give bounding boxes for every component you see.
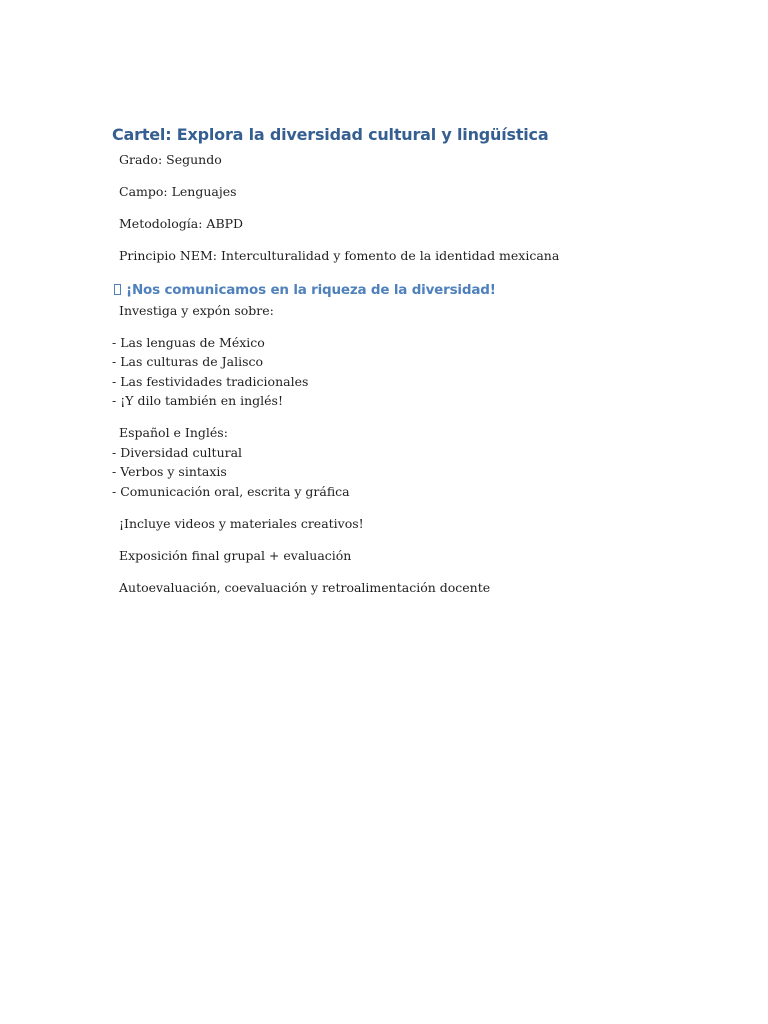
languages-heading: Español e Inglés: <box>119 425 228 440</box>
closing-exposition: Exposición final grupal + evaluación <box>119 547 352 563</box>
intro-text: Investiga y expón sobre: <box>119 302 274 318</box>
closing-materials: ¡Incluye videos y materiales creativos! <box>119 515 364 531</box>
list-item: - Las festividades tradicionales <box>112 373 309 389</box>
section-heading <box>112 279 712 301</box>
meta-metodologia: Metodología: ABPD <box>119 216 244 231</box>
missing-glyph-icon <box>114 284 121 295</box>
closing-evaluation: Autoevaluación, coevaluación y retroalimentación docente <box>119 579 491 595</box>
list-item: - Comunicación oral, escrita y gráfica <box>112 483 350 499</box>
topics-list <box>112 333 712 411</box>
meta-principio: Principio NEM: Interculturalidad y fomento de la identidad mexicana <box>119 248 560 263</box>
list-item: - Diversidad cultural <box>112 444 243 460</box>
document-title: Cartel: Explora la diversidad cultural y lingüística <box>112 125 549 144</box>
language-topics-list <box>112 443 712 502</box>
list-item: - ¡Y dilo también en inglés! <box>112 393 283 408</box>
list-item: - Verbos y sintaxis <box>112 464 227 479</box>
document-body <box>112 122 712 597</box>
list-item: - Las lenguas de México <box>112 334 265 350</box>
meta-grado: Grado: Segundo <box>119 152 222 167</box>
list-item: - Las culturas de Jalisco <box>112 354 264 369</box>
meta-campo: Campo: Lenguajes <box>119 184 237 199</box>
section-heading-text: ¡Nos comunicamos en la riqueza de la diversidad! <box>126 281 496 298</box>
